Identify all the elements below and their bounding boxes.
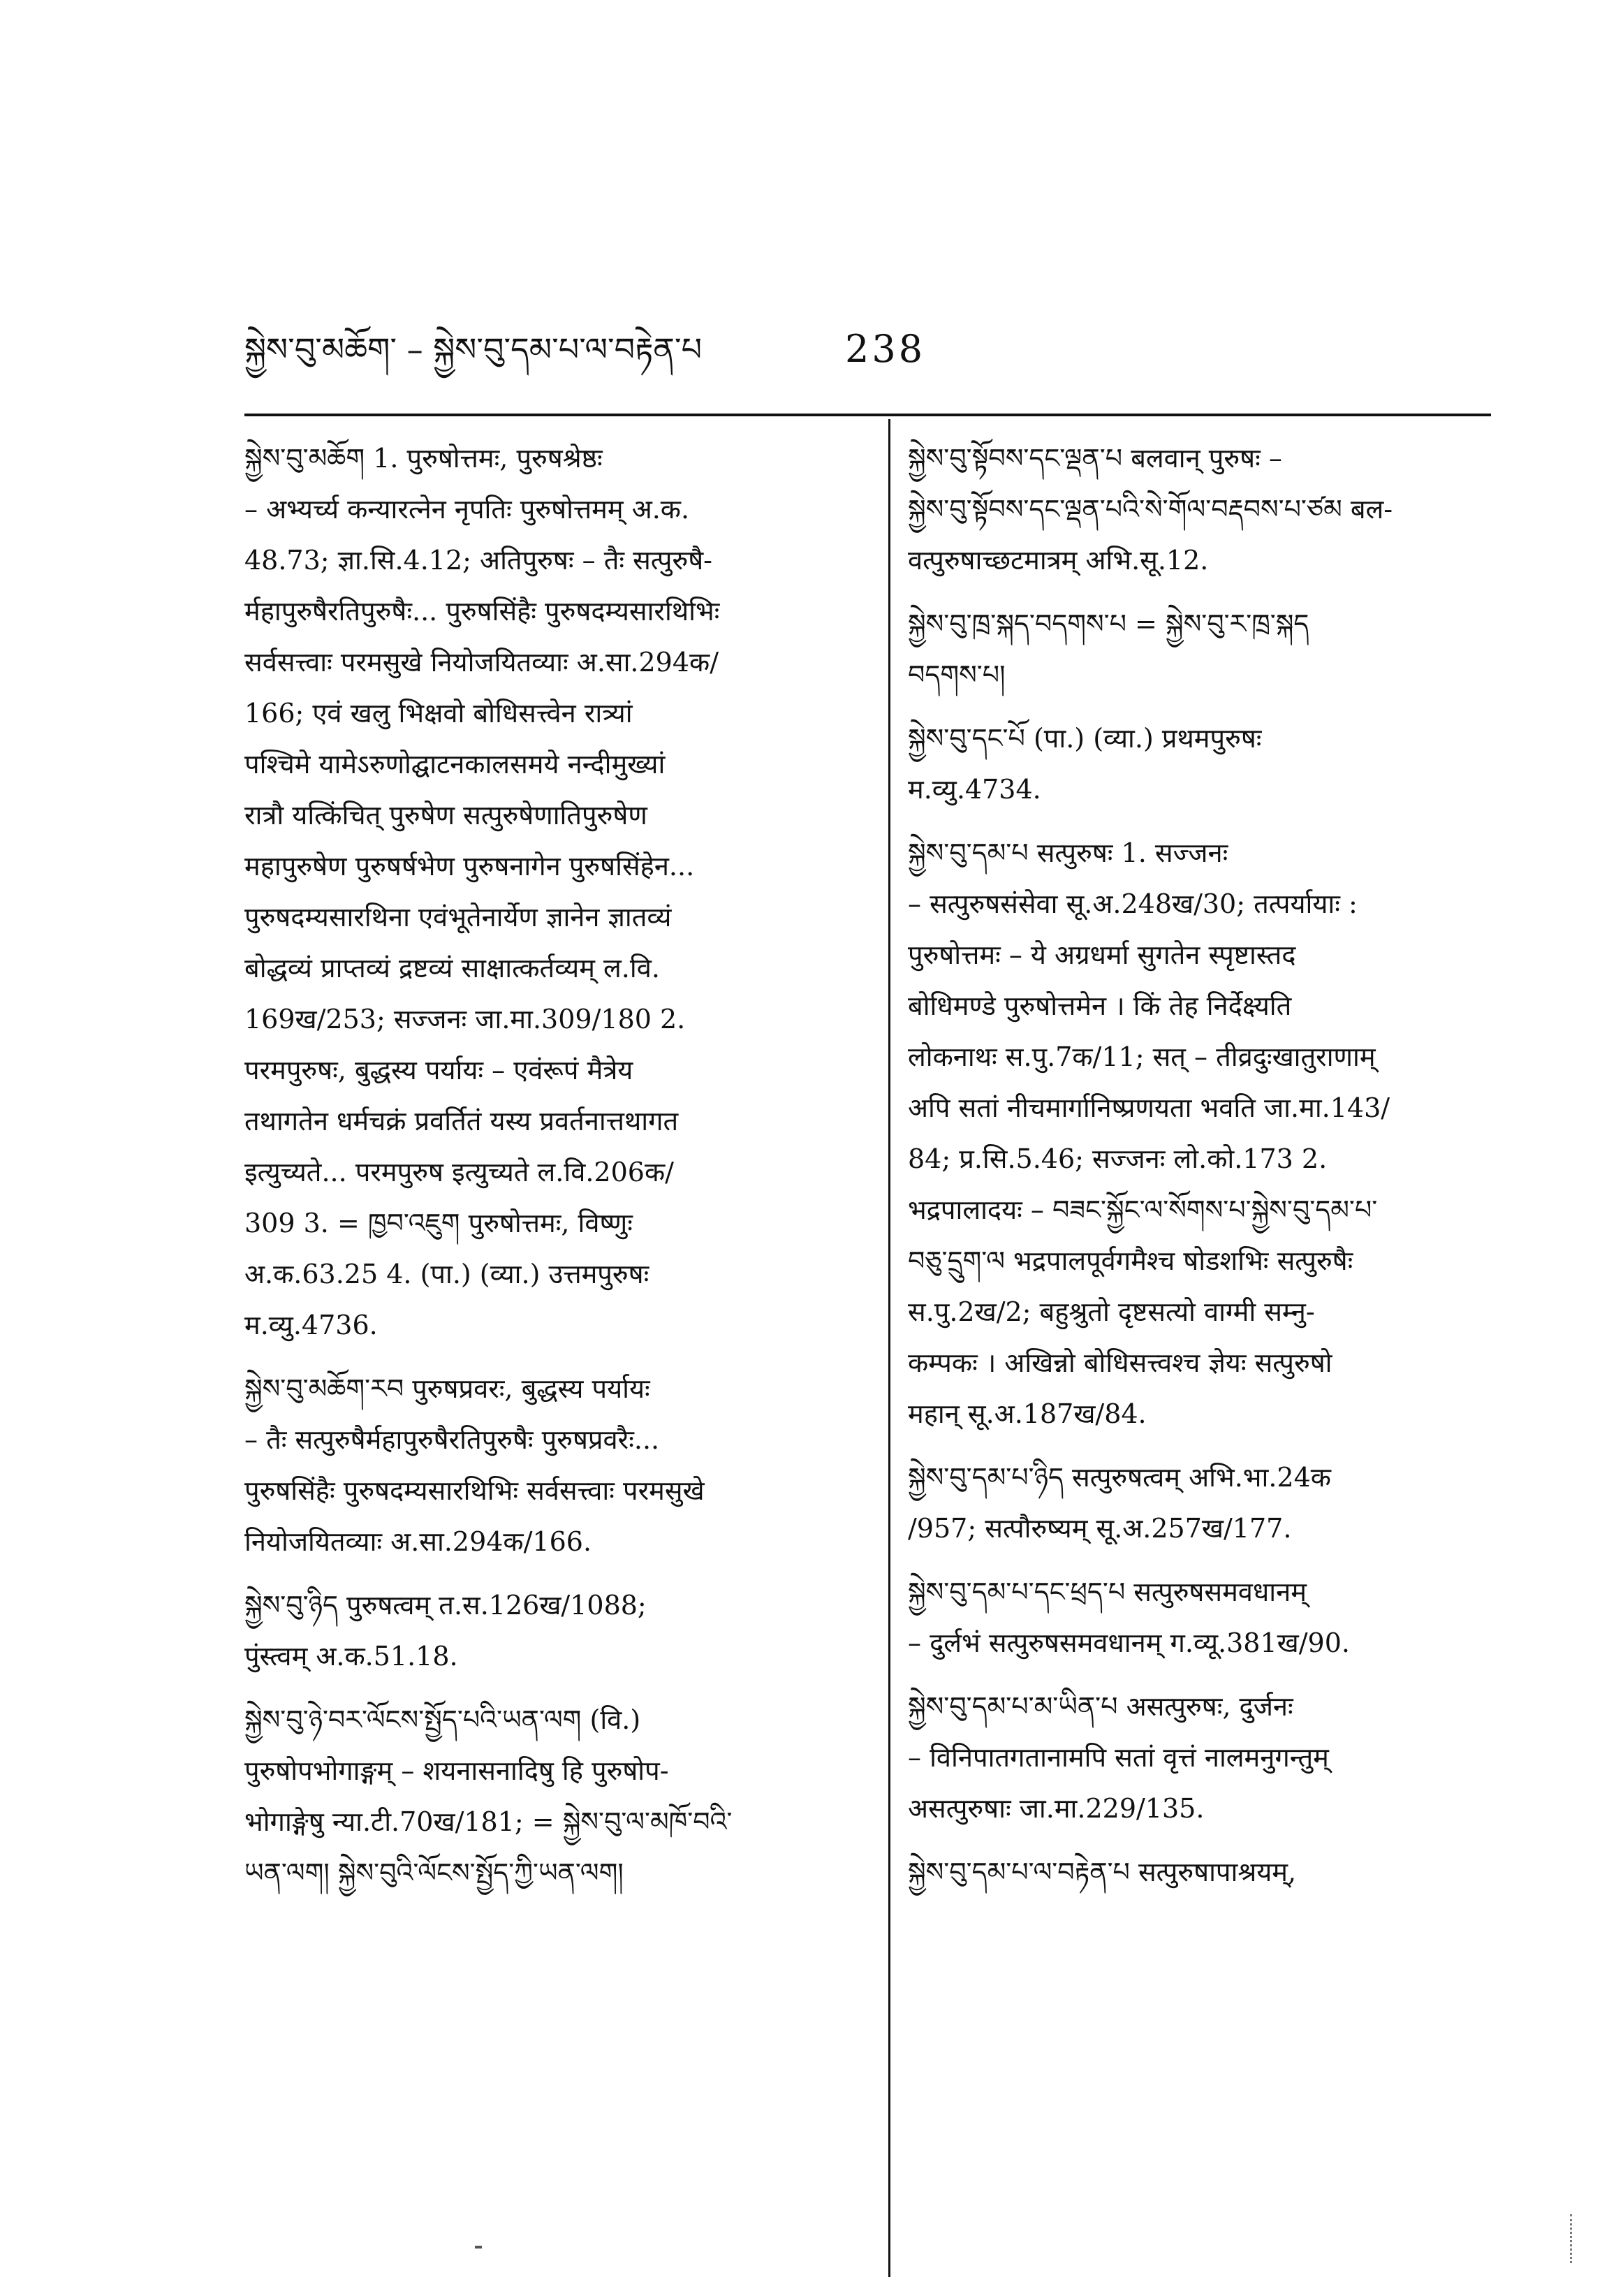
entry-line: पश्चिमे यामेऽरुणोद्घाटनकालसमये नन्दीमुख्यां (244, 749, 666, 780)
entry-line: म.व्यु.4734. (908, 774, 1041, 805)
entry-line: अ.क.63.25 4. (पा.) (व्या.) उत्तमपुरुषः (244, 1259, 649, 1289)
page-number: 238 (845, 327, 926, 371)
entry-line: सर्वसत्त्वाः परमसुखे नियोजयितव्याः अ.सा.294क/ (244, 647, 719, 678)
dictionary-entry (908, 1452, 1522, 1554)
entry-line: परमपुरुषः, बुद्धस्य पर्यायः – एवंरूपं मैत्रेय (244, 1055, 633, 1085)
entry-headword-line: སྐྱེས་བུ་དང་པོ (पा.) (व्या.) प्रथमपुरुषः (908, 723, 1262, 754)
entry-line: – अभ्यर्च्य कन्यारत्नेन नृपतिः पुरुषोत्तमम् अ.क. (244, 494, 690, 525)
entry-headword-line: སྐྱེས་བུ་ཉེ་བར་ལོངས་སྤྱོད་པའི་ཡན་ལག (वि.) (244, 1704, 641, 1735)
entry-line: पुरुषोत्तमः – ये अग्रधर्मा सुगतेन स्पृष्टास्तद (908, 939, 1296, 970)
entry-headword-line: སྐྱེས་བུ་ཁྲ་སྐད་བདགས་པ = སྐྱེས་བུ་ར་ཁྲ་སྐད (908, 608, 1309, 639)
entry-headword-line: སྐྱེས་བུ་དམ་པ་ཉིད सत्पुरुषत्वम् अभि.भा.24क (908, 1462, 1331, 1493)
entry-line: 84; प्र.सि.5.46; सज्जनः लो.को.173 2. (908, 1143, 1328, 1174)
entry-line: इत्युच्यते... परमपुरुष इत्युच्यते ल.वि.206क/ (244, 1157, 674, 1187)
entry-line: पुंस्त्वम् अ.क.51.18. (244, 1641, 458, 1672)
entry-line: 169ख/253; सज्जनः जा.मा.309/180 2. (244, 1004, 686, 1034)
entry-headword-line: སྐྱེས་བུ་དམ་པ་མ་ཡིན་པ असत्पुरुषः, दुर्जनः (908, 1691, 1293, 1722)
entry-line: वत्पुरुषाच्छटमात्रम् अभि.सू.12. (908, 545, 1209, 576)
entry-line: ཡན་ལག། སྐྱེས་བུའི་ལོངས་སྤྱོད་ཀྱི་ཡན་ལག། (244, 1857, 624, 1888)
entry-line: भोगाङ्गेषु न्या.टी.70ख/181; = སྐྱེས་བུ་ལ་མཁོ་བའི་ (244, 1806, 733, 1837)
entry-line: – सत्पुरुषसंसेवा सू.अ.248ख/30; तत्पर्यायाः : (908, 889, 1358, 919)
dictionary-entry (908, 828, 1522, 1440)
right-column (908, 433, 1522, 1910)
entry-line: བཅུ་དྲུག་ལ भद्रपालपूर्वगमैश्च षोडशभिः सत्पुरुषैः (908, 1245, 1353, 1276)
entry-line: – दुर्लभं सत्पुरुषसमवधानम् ग.व्यू.381ख/90. (908, 1628, 1350, 1658)
entry-line: बोधिमण्डे पुरुषोत्तमेन । किं तेह निर्देक्ष्यति (908, 990, 1292, 1021)
entry-line: 166; एवं खलु भिक्षवो बोधिसत्त्वेन रात्र्यां (244, 698, 633, 729)
entry-line: /957; सत्पौरुष्यम् सू.अ.257ख/177. (908, 1513, 1292, 1544)
entry-line: रात्रौ यत्किंचित् पुरुषेण सत्पुरुषेणातिपुरुषेण (244, 800, 647, 831)
print-speck (475, 2246, 482, 2249)
entry-headword-line: སྐྱེས་བུ་དམ་པ་དང་ཕྲད་པ सत्पुरुषसमवधानम् (908, 1577, 1307, 1607)
dictionary-entry (908, 599, 1522, 701)
entry-headword-line: སྐྱེས་བུ་དམ་པ सत्पुरुषः 1. सज्जनः (908, 838, 1228, 868)
dictionary-entry (908, 713, 1522, 815)
dictionary-entry (908, 1681, 1522, 1834)
entry-line: – विनिपातगतानामपि सतां वृत्तं नालमनुगन्तुम् (908, 1742, 1329, 1773)
entry-line: महापुरुषेण पुरुषर्षभेण पुरुषनागेन पुरुषसिंहेन... (244, 851, 695, 882)
page-header (244, 318, 1571, 381)
entry-headword-line: སྐྱེས་བུ་ཉིད पुरुषत्वम् त.स.126ख/1088; (244, 1590, 647, 1621)
entry-line: 309 3. = ཁྱབ་འཇུག पुरुषोत्तमः, विष्णुः (244, 1208, 633, 1238)
entry-line: भद्रपालादयः – བཟང་སྐྱོང་ལ་སོགས་པ་སྐྱེས་བུ་དམ་པ་ (908, 1194, 1378, 1225)
entry-line: असत्पुरुषाः जा.मा.229/135. (908, 1793, 1205, 1824)
entry-line: अपि सतां नीचमार्गानिष्प्रणयता भवति जा.मा.143/ (908, 1092, 1390, 1123)
column-divider (888, 419, 890, 2277)
entry-line: र्महापुरुषैरतिपुरुषैः... पुरुषसिंहैः पुरुषदम्यसारथिभिः (244, 596, 720, 627)
header-rule (244, 414, 1491, 416)
dictionary-entry (908, 1847, 1522, 1898)
dictionary-entry (244, 433, 869, 1351)
entry-line: 48.73; ज्ञा.सि.4.12; अतिपुरुषः – तैः सत्पुरुषै- (244, 545, 713, 576)
entry-headword-line: སྐྱེས་བུ་སྟོབས་དང་ལྡན་པ बलवान् पुरुषः – (908, 443, 1282, 474)
entry-line: पुरुषसिंहैः पुरुषदम्यसारथिभिः सर्वसत्त्वाः परमसुखे (244, 1475, 705, 1506)
dictionary-entry (908, 433, 1522, 586)
entry-line: कम्पकः । अखिन्नो बोधिसत्त्वश्च ज्ञेयः सत्पुरुषो (908, 1347, 1332, 1378)
dictionary-entry (244, 1580, 869, 1682)
entry-line: महान् सू.अ.187ख/84. (908, 1398, 1147, 1429)
margin-mark (1570, 2214, 1574, 2263)
entry-line: लोकनाथः स.पु.7क/11; सत् – तीव्रदुःखातुराणाम् (908, 1041, 1376, 1072)
entry-line: पुरुषदम्यसारथिना एवंभूतेनार्येण ज्ञानेन ज्ञातव्यं (244, 902, 672, 933)
dictionary-entry (908, 1567, 1522, 1669)
entry-headword-line: སྐྱེས་བུ་དམ་པ་ལ་བརྟེན་པ सत्पुरुषापाश्रयम्, (908, 1857, 1297, 1887)
left-column (244, 433, 869, 1911)
dictionary-entry (244, 1695, 869, 1899)
entry-line: बोद्धव्यं प्राप्तव्यं द्रष्टव्यं साक्षात्कर्तव्यम् ल.वि. (244, 953, 660, 984)
entry-headword-line: སྐྱེས་བུ་མཆོག་རབ पुरुषप्रवरः, बुद्धस्य पर्यायः (244, 1373, 650, 1404)
entry-line: བདགས་པ། (908, 659, 1006, 690)
running-title: སྐྱེས་བུ་མཆོག་ – སྐྱེས་བུ་དམ་པ་ལ་བརྟེན་པ (244, 330, 703, 368)
entry-line: – तैः सत्पुरुषैर्महापुरुषैरतिपुरुषैः पुरुषप्रवरैः... (244, 1424, 660, 1455)
entry-headword-line: སྐྱེས་བུ་མཆོག 1. पुरुषोत्तमः, पुरुषश्रेष्ठः (244, 443, 603, 474)
entry-line: पुरुषोपभोगाङ्गम् – शयनासनादिषु हि पुरुषोप- (244, 1755, 669, 1786)
entry-line: तथागतेन धर्मचक्रं प्रवर्तितं यस्य प्रवर्तनात्तथागत (244, 1106, 679, 1136)
dictionary-entry (244, 1363, 869, 1567)
entry-line: स.पु.2ख/2; बहुश्रुतो दृष्टसत्यो वाग्मी सम्नु- (908, 1296, 1315, 1327)
entry-line: नियोजयितव्याः अ.सा.294क/166. (244, 1526, 592, 1557)
entry-line: म.व्यु.4736. (244, 1310, 378, 1340)
entry-line: སྐྱེས་བུ་སྟོབས་དང་ལྡན་པའི་སེ་གོལ་བརྡབས་པ་ཙམ बल- (908, 494, 1393, 525)
